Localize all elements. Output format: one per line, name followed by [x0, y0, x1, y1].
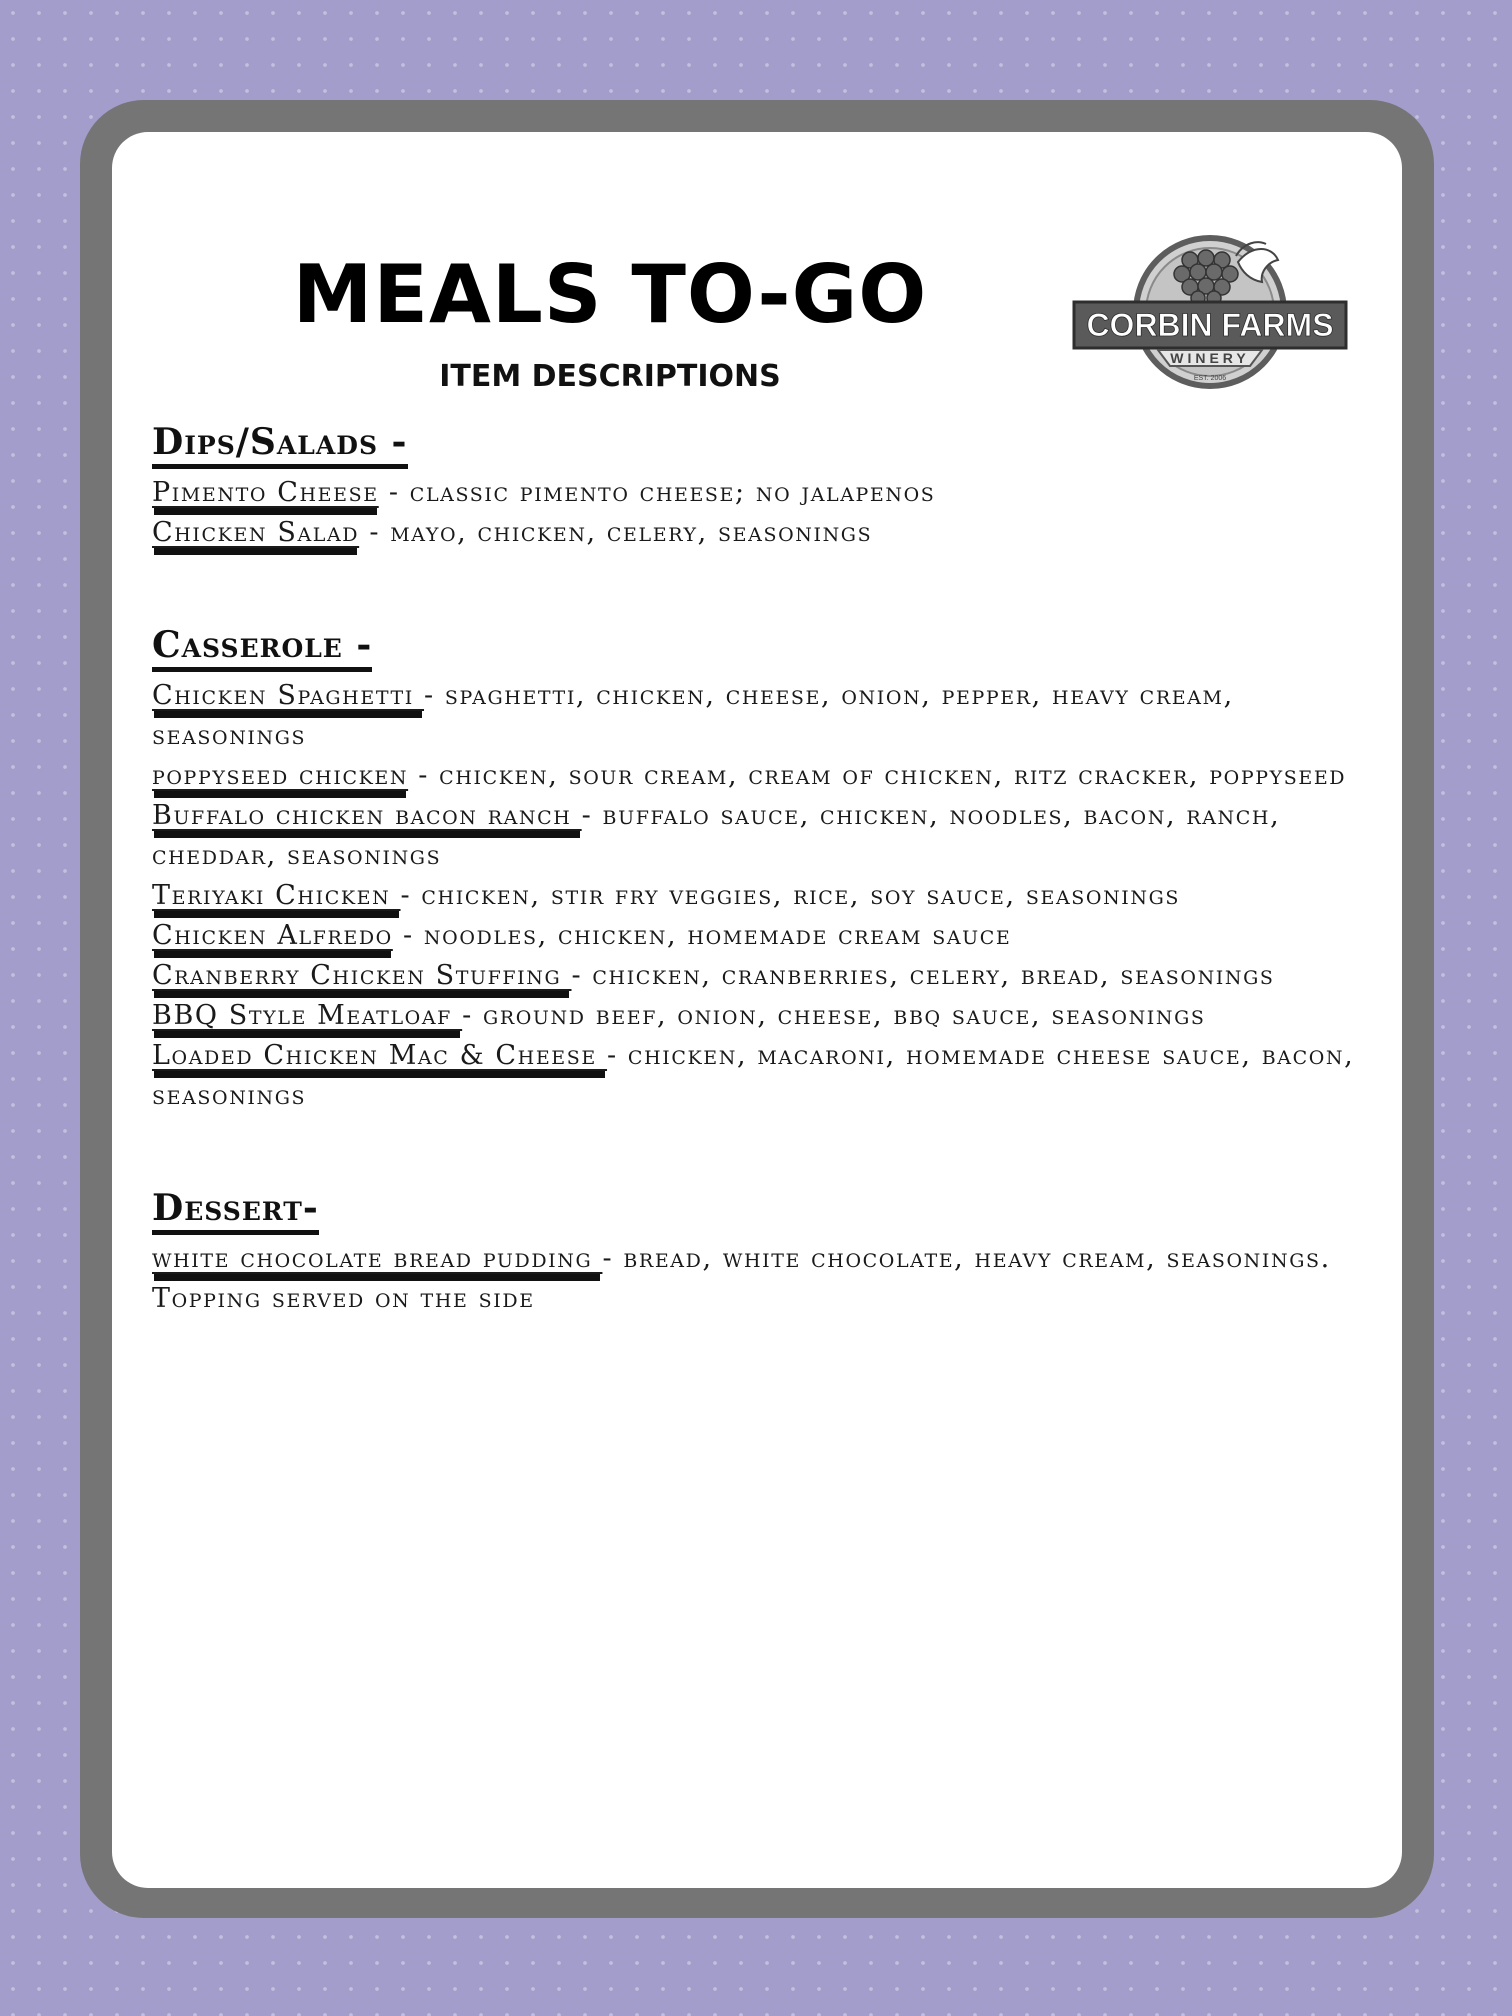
menu-item	[152, 1036, 1367, 1116]
menu-item	[152, 956, 1367, 996]
menu-item-description: - chicken, cranberries, celery, bread, seasonings	[571, 960, 1275, 991]
menu-item	[152, 996, 1367, 1036]
menu-item-name: Buffalo chicken bacon ranch	[152, 800, 582, 831]
section-dessert	[152, 1186, 1367, 1319]
menu-item	[152, 513, 1367, 553]
menu-item-name: Chicken Spaghetti	[152, 680, 425, 711]
menu-item-description: - bread, white chocolate, heavy cream, seasonings. Topping served on the side	[152, 1243, 1331, 1314]
menu-item	[152, 876, 1367, 916]
menu-item-name: Teriyaki Chicken	[152, 880, 401, 911]
logo-sub-text: WINERY	[1170, 350, 1250, 366]
menu-item	[152, 473, 1367, 513]
menu-item	[152, 756, 1367, 796]
menu-item	[152, 796, 1367, 876]
menu-item-name: Chicken Alfredo	[152, 920, 393, 951]
menu-item-name: Pimento Cheese	[152, 477, 379, 508]
menu-item-name: Cranberry Chicken Stuffing	[152, 960, 572, 991]
menu-item-description: - chicken, macaroni, homemade cheese sauce, bacon, seasonings	[152, 1040, 1355, 1111]
menu-item-name: BBQ Style Meatloaf	[152, 1000, 463, 1031]
menu-item	[152, 676, 1367, 756]
section-casserole	[152, 623, 1367, 1116]
menu-item	[152, 1239, 1367, 1319]
menu-item-name: white chocolate bread pudding	[152, 1243, 603, 1274]
menu-item-description: - ground beef, onion, cheese, bbq sauce, seasonings	[462, 1000, 1206, 1031]
menu-item-name: Chicken Salad	[152, 517, 360, 548]
section-dips-salads	[152, 420, 1367, 553]
logo-brand-text: CORBIN FARMS	[1086, 307, 1334, 343]
page-subtitle: ITEM DESCRIPTIONS	[439, 359, 781, 394]
menu-item-description: - spaghetti, chicken, cheese, onion, pepper, heavy cream, seasonings	[152, 680, 1234, 751]
menu-item-name: poppyseed chicken	[152, 760, 409, 791]
page-title: MEALS TO-GO	[292, 248, 928, 341]
menu-item-name: Loaded Chicken Mac & Cheese	[152, 1040, 608, 1071]
menu-content	[152, 420, 1367, 1389]
menu-item-description: - chicken, stir fry veggies, rice, soy sauce, seasonings	[400, 880, 1181, 911]
menu-item-description: - mayo, chicken, celery, seasonings	[359, 517, 873, 548]
menu-item	[152, 916, 1367, 956]
section-heading: Casserole -	[152, 623, 372, 672]
section-heading: Dessert-	[152, 1186, 319, 1235]
logo-est-text: EST. 2006	[1193, 375, 1227, 382]
menu-item-description: - chicken, sour cream, cream of chicken, ritz cracker, poppyseed	[408, 760, 1347, 791]
menu-item-description: - classic pimento cheese; no jalapenos	[378, 477, 936, 508]
menu-item-description: - noodles, chicken, homemade cream sauce	[392, 920, 1012, 951]
menu-item-description: - buffalo sauce, chicken, noodles, bacon, ranch, cheddar, seasonings	[152, 800, 1281, 871]
corbin-farms-logo	[1072, 232, 1348, 392]
section-heading: Dips/Salads -	[152, 420, 408, 469]
